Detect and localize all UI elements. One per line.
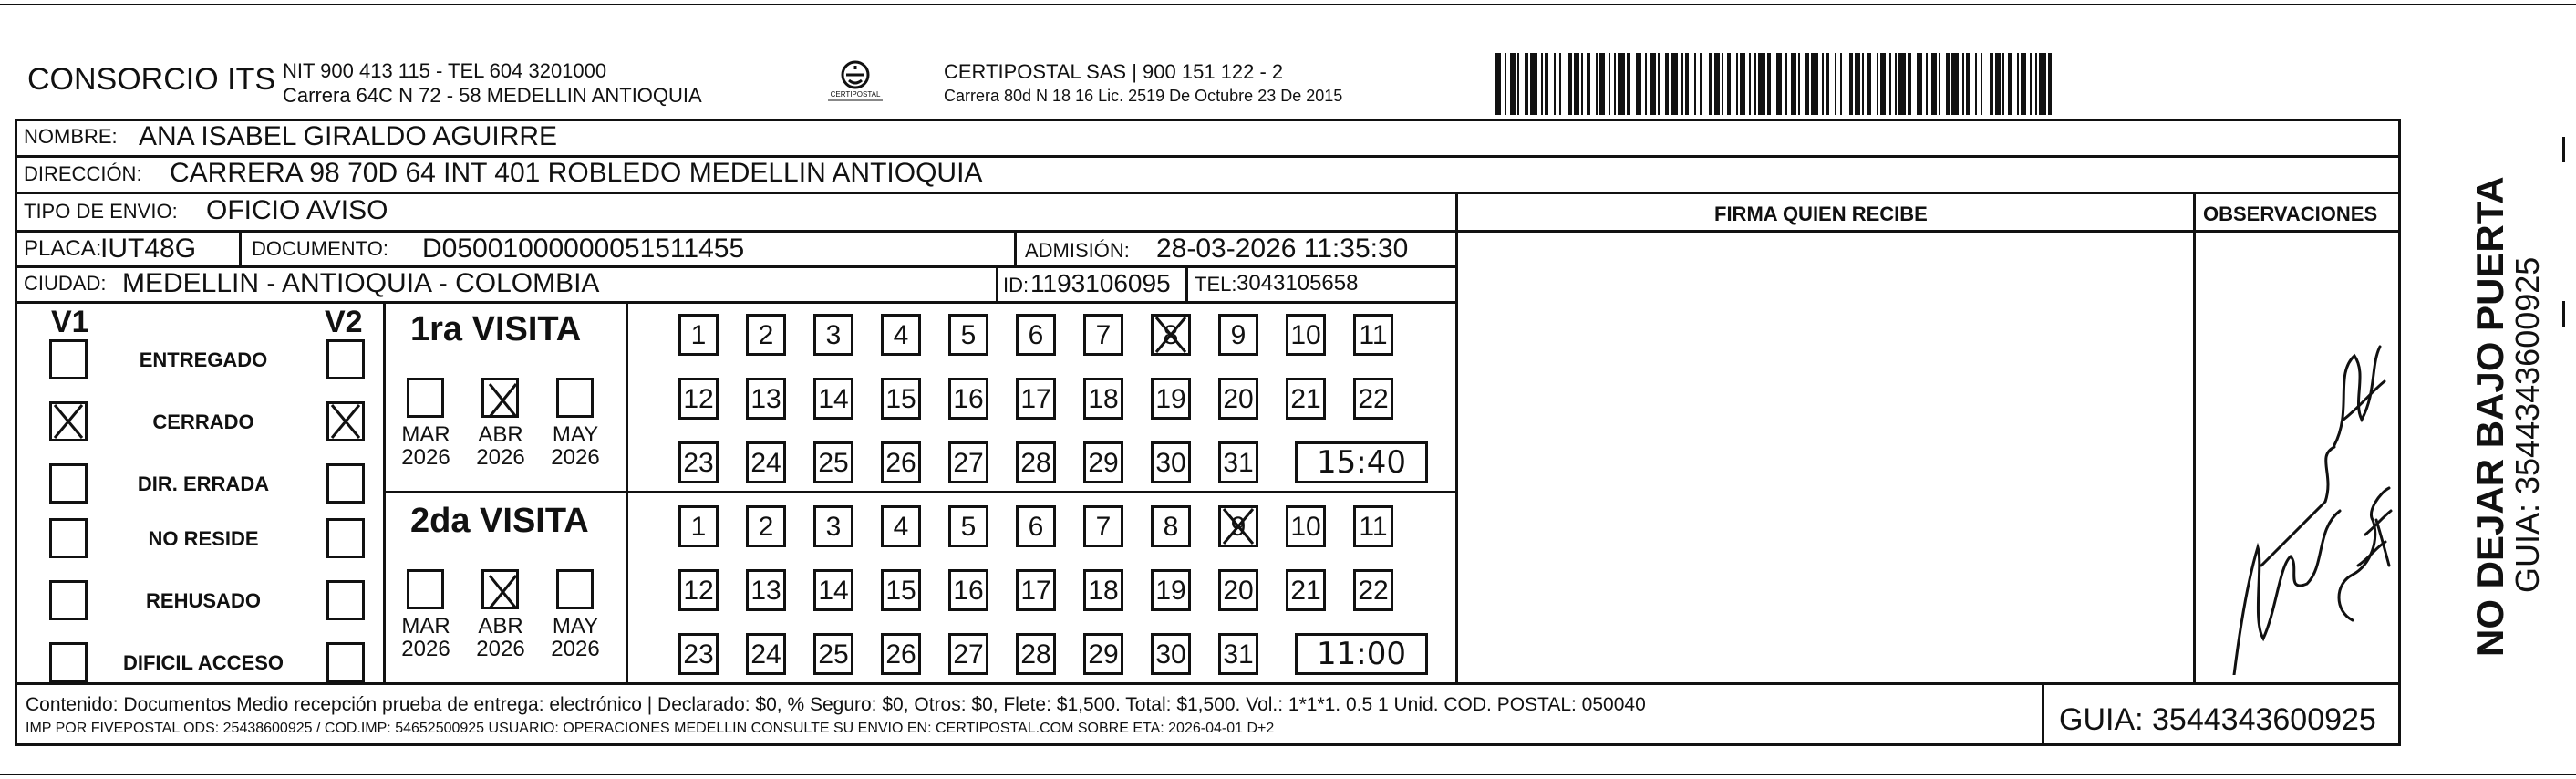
day-number: 22 bbox=[1358, 384, 1389, 414]
day-box[interactable] bbox=[881, 441, 921, 483]
month-name: MAR bbox=[401, 422, 450, 447]
nombre-value: ANA ISABEL GIRALDO AGUIRRE bbox=[139, 121, 558, 151]
v2-checkbox[interactable] bbox=[326, 339, 365, 379]
day-number: 30 bbox=[1155, 639, 1186, 670]
day-box[interactable] bbox=[1218, 314, 1258, 356]
visit-title: 1ra VISITA bbox=[410, 310, 582, 348]
v1-checkbox[interactable] bbox=[49, 339, 88, 379]
day-box[interactable] bbox=[1218, 569, 1258, 611]
month-checkbox[interactable] bbox=[407, 378, 444, 418]
top-edge-line bbox=[0, 4, 2576, 5]
day-number: 24 bbox=[750, 639, 781, 670]
day-number: 6 bbox=[1028, 512, 1044, 542]
certipostal-line1: CERTIPOSTAL SAS | 900 151 122 - 2 bbox=[944, 60, 1284, 83]
day-number: 18 bbox=[1088, 576, 1119, 606]
month-year: 2026 bbox=[476, 637, 525, 662]
day-box[interactable] bbox=[1286, 314, 1326, 356]
day-box[interactable] bbox=[1151, 633, 1191, 675]
v1-checkbox[interactable] bbox=[49, 642, 88, 682]
admision-value: 28-03-2026 11:35:30 bbox=[1156, 234, 1409, 264]
direccion-value: CARRERA 98 70D 64 INT 401 ROBLEDO MEDELLIN ANTIOQUIA bbox=[170, 158, 983, 188]
v1-label: V1 bbox=[51, 305, 89, 339]
month-name: ABR bbox=[478, 422, 523, 447]
day-number: 13 bbox=[750, 384, 781, 414]
tel-divider bbox=[1185, 265, 1188, 302]
day-box[interactable] bbox=[1353, 505, 1393, 547]
v1-checkbox[interactable] bbox=[49, 580, 88, 620]
day-box[interactable] bbox=[813, 633, 853, 675]
status-label: ENTREGADO bbox=[139, 348, 268, 371]
day-box[interactable] bbox=[1083, 505, 1123, 547]
day-box[interactable] bbox=[678, 505, 719, 547]
status-label: CERRADO bbox=[152, 410, 254, 433]
day-number: 27 bbox=[953, 639, 984, 670]
status-label: DIFICIL ACCESO bbox=[122, 651, 284, 674]
handwritten-signature bbox=[2198, 292, 2398, 675]
certipostal-line2: Carrera 80d N 18 16 Lic. 2519 De Octubre 23 De 2015 bbox=[944, 87, 1343, 105]
day-number: 7 bbox=[1095, 320, 1112, 350]
day-number: 8 bbox=[1163, 320, 1179, 350]
month-name: ABR bbox=[478, 614, 523, 639]
day-number: 23 bbox=[683, 448, 714, 478]
barcode bbox=[1495, 53, 2181, 115]
day-number: 22 bbox=[1358, 576, 1389, 606]
month-checkbox[interactable] bbox=[481, 378, 519, 418]
visit-time: 11:00 bbox=[1317, 636, 1406, 672]
visit-divider bbox=[383, 491, 1457, 493]
v2-checkbox[interactable] bbox=[326, 642, 365, 682]
day-box[interactable] bbox=[1016, 314, 1056, 356]
status-label: REHUSADO bbox=[146, 589, 261, 612]
day-box[interactable] bbox=[678, 441, 719, 483]
id-label: ID: bbox=[1003, 274, 1029, 296]
ciudad-value: MEDELLIN - ANTIOQUIA - COLOMBIA bbox=[122, 268, 600, 298]
status-label: NO RESIDE bbox=[148, 527, 259, 550]
day-number: 6 bbox=[1028, 320, 1044, 350]
day-box[interactable] bbox=[1016, 378, 1056, 420]
day-number: 21 bbox=[1290, 576, 1321, 606]
day-number: 23 bbox=[683, 639, 714, 670]
month-divider bbox=[626, 301, 628, 684]
day-box[interactable] bbox=[1286, 505, 1326, 547]
month-year: 2026 bbox=[551, 637, 600, 662]
day-box[interactable] bbox=[1151, 569, 1191, 611]
footer-contenido: Contenido: Documentos Medio recepción prueba de entrega: electrónico | Declarado: $0, % Seguro: $0, Otros: $0, Flete: $1,500. Total: $1,500. Vol.: 1*1*1. 0.5 1 Unid. COD. POSTAL: 050040 bbox=[26, 694, 1646, 715]
v1-checkbox[interactable] bbox=[49, 518, 88, 558]
day-box[interactable] bbox=[1151, 441, 1191, 483]
day-box[interactable] bbox=[813, 314, 853, 356]
day-number: 8 bbox=[1163, 512, 1179, 542]
month-checkbox[interactable] bbox=[407, 569, 444, 609]
day-number: 16 bbox=[953, 384, 984, 414]
visit-time-box[interactable] bbox=[1295, 633, 1428, 675]
day-number: 26 bbox=[885, 639, 916, 670]
nombre-label: NOMBRE: bbox=[24, 125, 118, 148]
day-number: 4 bbox=[893, 320, 909, 350]
day-number: 15 bbox=[885, 576, 916, 606]
day-box[interactable] bbox=[1218, 505, 1258, 547]
day-box[interactable] bbox=[746, 441, 786, 483]
day-box[interactable] bbox=[881, 505, 921, 547]
placa-label: PLACA: bbox=[24, 236, 102, 261]
day-box[interactable] bbox=[813, 378, 853, 420]
status-label: DIR. ERRADA bbox=[137, 473, 270, 495]
day-number: 25 bbox=[818, 448, 849, 478]
day-number: 28 bbox=[1020, 639, 1051, 670]
day-number: 29 bbox=[1088, 448, 1119, 478]
col-header-line bbox=[1455, 230, 2401, 233]
day-number: 11 bbox=[1359, 320, 1388, 350]
day-box[interactable] bbox=[1218, 441, 1258, 483]
day-box[interactable] bbox=[1151, 314, 1191, 356]
day-box[interactable] bbox=[813, 505, 853, 547]
day-number: 14 bbox=[818, 576, 849, 606]
v2-checkbox[interactable] bbox=[326, 401, 365, 441]
day-box[interactable] bbox=[746, 378, 786, 420]
visit-title: 2da VISITA bbox=[410, 502, 589, 540]
day-box[interactable] bbox=[1218, 378, 1258, 420]
day-box[interactable] bbox=[1353, 569, 1393, 611]
day-number: 14 bbox=[818, 384, 849, 414]
day-number: 9 bbox=[1230, 512, 1247, 542]
day-number: 20 bbox=[1223, 384, 1254, 414]
day-number: 17 bbox=[1020, 576, 1051, 606]
month-name: MAR bbox=[401, 614, 450, 639]
day-box[interactable] bbox=[1016, 569, 1056, 611]
day-number: 26 bbox=[885, 448, 916, 478]
day-box[interactable] bbox=[881, 378, 921, 420]
month-year: 2026 bbox=[401, 637, 450, 662]
tipo-label: TIPO DE ENVIO: bbox=[24, 200, 178, 223]
day-box[interactable] bbox=[881, 569, 921, 611]
day-box[interactable] bbox=[1016, 505, 1056, 547]
day-number: 17 bbox=[1020, 384, 1051, 414]
day-number: 10 bbox=[1290, 320, 1321, 350]
side-guia: GUIA: 3544343600925 bbox=[2509, 256, 2546, 593]
day-box[interactable] bbox=[1286, 569, 1326, 611]
day-number: 31 bbox=[1223, 639, 1254, 670]
v2-label: V2 bbox=[325, 305, 363, 339]
month-checkbox[interactable] bbox=[556, 378, 594, 418]
id-divider bbox=[996, 265, 998, 302]
day-number: 13 bbox=[750, 576, 781, 606]
day-number: 2 bbox=[758, 320, 774, 350]
day-number: 19 bbox=[1155, 576, 1186, 606]
day-number: 1 bbox=[690, 320, 707, 350]
day-number: 28 bbox=[1020, 448, 1051, 478]
day-box[interactable] bbox=[948, 633, 988, 675]
day-number: 25 bbox=[818, 639, 849, 670]
day-number: 5 bbox=[960, 512, 977, 542]
v1-checkbox[interactable] bbox=[49, 401, 88, 441]
direccion-label: DIRECCIÓN: bbox=[24, 162, 142, 185]
day-number: 18 bbox=[1088, 384, 1119, 414]
footer-imp: IMP POR FIVEPOSTAL ODS: 25438600925 / COD.IMP: 54652500925 USUARIO: OPERACIONES MEDELLIN CONSULTE SU ENVIO EN: CERTIPOSTAL.COM SOBRE ETA: 2026-04-01 D+2 bbox=[26, 721, 1275, 736]
day-number: 3 bbox=[825, 512, 842, 542]
day-box[interactable] bbox=[881, 314, 921, 356]
ciudad-label: CIUDAD: bbox=[24, 272, 107, 295]
day-box[interactable] bbox=[1083, 378, 1123, 420]
v1-checkbox[interactable] bbox=[49, 463, 88, 504]
visit-time: 15:40 bbox=[1317, 444, 1406, 481]
day-box[interactable] bbox=[948, 314, 988, 356]
day-box[interactable] bbox=[1353, 314, 1393, 356]
day-box[interactable] bbox=[881, 633, 921, 675]
v2-checkbox[interactable] bbox=[326, 463, 365, 504]
day-box[interactable] bbox=[746, 569, 786, 611]
day-box[interactable] bbox=[1083, 314, 1123, 356]
day-box[interactable] bbox=[678, 378, 719, 420]
month-year: 2026 bbox=[401, 445, 450, 471]
day-number: 29 bbox=[1088, 639, 1119, 670]
company-line2: Carrera 64C N 72 - 58 MEDELLIN ANTIOQUIA bbox=[283, 84, 702, 107]
day-box[interactable] bbox=[813, 569, 853, 611]
day-box[interactable] bbox=[1016, 633, 1056, 675]
day-box[interactable] bbox=[746, 633, 786, 675]
placa-divider bbox=[239, 230, 242, 266]
day-box[interactable] bbox=[1083, 633, 1123, 675]
v2-checkbox[interactable] bbox=[326, 518, 365, 558]
day-number: 7 bbox=[1095, 512, 1112, 542]
day-number: 12 bbox=[683, 384, 714, 414]
footer-guia-divider bbox=[2042, 682, 2044, 746]
observaciones-header: OBSERVACIONES bbox=[2203, 203, 2378, 225]
v2-checkbox[interactable] bbox=[326, 580, 365, 620]
firma-header: FIRMA QUIEN RECIBE bbox=[1714, 203, 1928, 225]
admision-label: ADMISIÓN: bbox=[1025, 239, 1130, 262]
month-checkbox[interactable] bbox=[481, 569, 519, 609]
day-box[interactable] bbox=[948, 505, 988, 547]
month-checkbox[interactable] bbox=[556, 569, 594, 609]
day-box[interactable] bbox=[678, 569, 719, 611]
day-number: 31 bbox=[1223, 448, 1254, 478]
month-year: 2026 bbox=[551, 445, 600, 471]
edge-tick-1 bbox=[2562, 137, 2565, 162]
col-line-firma bbox=[1455, 192, 1458, 684]
day-box[interactable] bbox=[1286, 378, 1326, 420]
edge-tick-2 bbox=[2562, 301, 2565, 327]
day-number: 15 bbox=[885, 384, 916, 414]
day-box[interactable] bbox=[746, 505, 786, 547]
day-box[interactable] bbox=[948, 569, 988, 611]
day-number: 4 bbox=[893, 512, 909, 542]
certipostal-logo bbox=[812, 57, 899, 109]
day-number: 5 bbox=[960, 320, 977, 350]
day-number: 24 bbox=[750, 448, 781, 478]
day-number: 9 bbox=[1230, 320, 1247, 350]
month-year: 2026 bbox=[476, 445, 525, 471]
day-number: 27 bbox=[953, 448, 984, 478]
day-number: 11 bbox=[1359, 512, 1388, 542]
admision-divider bbox=[1014, 230, 1017, 266]
side-no-dejar: NO DEJAR BAJO PUERTA bbox=[2468, 176, 2511, 657]
footer-guia: GUIA: 3544343600925 bbox=[2059, 702, 2376, 737]
day-number: 16 bbox=[953, 576, 984, 606]
tipo-value: OFICIO AVISO bbox=[206, 195, 388, 225]
day-number: 21 bbox=[1290, 384, 1321, 414]
day-box[interactable] bbox=[746, 314, 786, 356]
day-box[interactable] bbox=[813, 441, 853, 483]
company-line1: NIT 900 413 115 - TEL 604 3201000 bbox=[283, 59, 607, 82]
visit-time-box[interactable] bbox=[1295, 441, 1428, 483]
day-number: 20 bbox=[1223, 576, 1254, 606]
day-box[interactable] bbox=[678, 314, 719, 356]
row-line-2 bbox=[15, 192, 2401, 194]
month-name: MAY bbox=[552, 422, 599, 447]
day-number: 12 bbox=[683, 576, 714, 606]
month-name: MAY bbox=[552, 614, 599, 639]
day-number: 3 bbox=[825, 320, 842, 350]
documento-value: D05001000000051511455 bbox=[422, 234, 745, 264]
day-box[interactable] bbox=[948, 378, 988, 420]
documento-label: DOCUMENTO: bbox=[252, 237, 388, 260]
bottom-edge-line bbox=[0, 774, 2576, 775]
id-value: 1193106095 bbox=[1030, 269, 1171, 297]
tel-label: TEL: bbox=[1195, 273, 1237, 296]
day-number: 1 bbox=[690, 512, 707, 542]
col-line-obs bbox=[2193, 192, 2196, 684]
day-box[interactable] bbox=[1353, 378, 1393, 420]
day-box[interactable] bbox=[1151, 378, 1191, 420]
day-box[interactable] bbox=[1218, 633, 1258, 675]
day-number: 10 bbox=[1290, 512, 1321, 542]
tel-value: 3043105658 bbox=[1236, 271, 1359, 296]
day-box[interactable] bbox=[948, 441, 988, 483]
row-line-5 bbox=[15, 301, 1457, 304]
day-number: 2 bbox=[758, 512, 774, 542]
day-number: 19 bbox=[1155, 384, 1186, 414]
logo-text: CERTIPOSTAL bbox=[830, 90, 881, 99]
day-box[interactable] bbox=[1083, 441, 1123, 483]
day-box[interactable] bbox=[1016, 441, 1056, 483]
day-number: 30 bbox=[1155, 448, 1186, 478]
day-box[interactable] bbox=[1151, 505, 1191, 547]
day-box[interactable] bbox=[678, 633, 719, 675]
day-box[interactable] bbox=[1083, 569, 1123, 611]
company-name: CONSORCIO ITS bbox=[27, 62, 276, 97]
placa-value: IUT48G bbox=[100, 234, 197, 264]
